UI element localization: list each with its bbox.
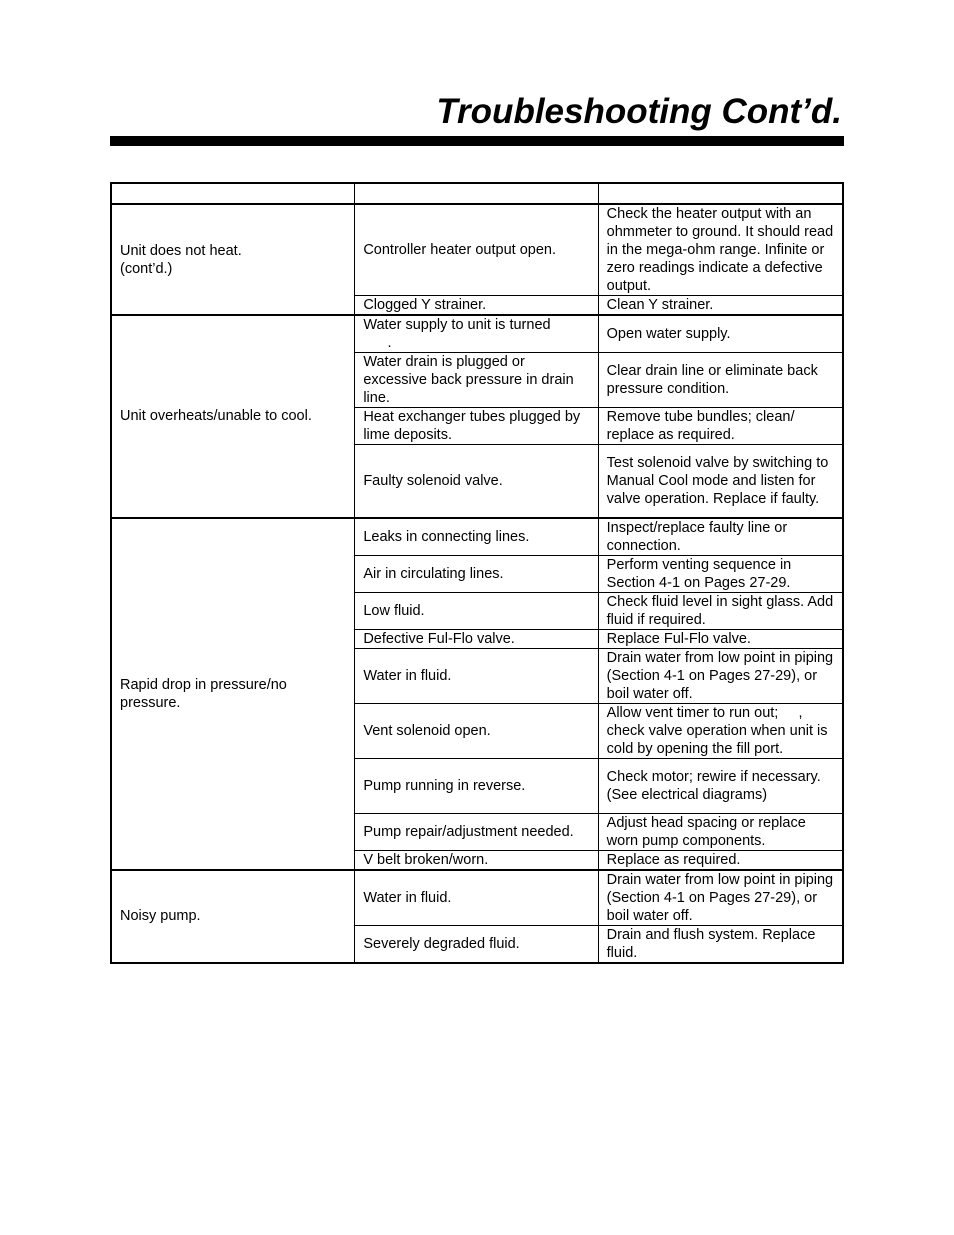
action-cell: Drain water from low point in piping (Section 4-1 on Pages 27-29), or boil water off.: [598, 870, 842, 926]
cause-cell: Low fluid.: [355, 592, 598, 629]
action-cell: Allow vent timer to run out; , check valve operation when unit is cold by opening the fill port.: [598, 703, 842, 758]
action-cell: Perform venting sequence in Section 4-1 on Pages 27-29.: [598, 555, 842, 592]
action-cell: Inspect/replace faulty line or connection.: [598, 518, 842, 556]
action-cell: Check motor; rewire if necessary. (See electrical diagrams): [598, 758, 842, 813]
action-cell: Test solenoid valve by switching to Manual Cool mode and listen for valve operation. Replace if faulty.: [598, 445, 842, 518]
cause-cell: Pump running in reverse.: [355, 758, 598, 813]
symptom-cell: Rapid drop in pressure/no pressure.: [112, 518, 355, 870]
cause-cell: Defective Ful-Flo valve.: [355, 629, 598, 648]
cause-cell: Vent solenoid open.: [355, 703, 598, 758]
troubleshooting-table: [111, 183, 843, 963]
action-cell: Clean Y strainer.: [598, 296, 842, 316]
symptom-cell: Noisy pump.: [112, 870, 355, 963]
cause-cell: Clogged Y strainer.: [355, 296, 598, 316]
action-cell: Drain and flush system. Replace fluid.: [598, 925, 842, 962]
action-cell: Remove tube bundles; clean/ replace as required.: [598, 408, 842, 445]
symptom-cell: Unit overheats/unable to cool.: [112, 315, 355, 518]
cause-cell: Water drain is plugged or excessive back pressure in drain line.: [355, 353, 598, 408]
cause-cell: Water in fluid.: [355, 870, 598, 926]
cause-cell: Heat exchanger tubes plugged by lime deposits.: [355, 408, 598, 445]
title-rule: [110, 136, 844, 146]
cause-cell: Severely degraded fluid.: [355, 925, 598, 962]
table-header-row: [112, 184, 843, 205]
action-cell: Adjust head spacing or replace worn pump components.: [598, 813, 842, 850]
table-row: [112, 518, 843, 556]
table-row: [112, 204, 843, 296]
page-title: Troubleshooting Cont’d.: [436, 92, 842, 131]
header-cell-cause: [355, 184, 598, 205]
header-cell-symptom: [112, 184, 355, 205]
action-cell: Check fluid level in sight glass. Add fluid if required.: [598, 592, 842, 629]
header-cell-action: [598, 184, 842, 205]
table-row: [112, 315, 843, 353]
cause-cell: Water supply to unit is turned .: [355, 315, 598, 353]
cause-cell: Leaks in connecting lines.: [355, 518, 598, 556]
action-cell: Drain water from low point in piping (Section 4-1 on Pages 27-29), or boil water off.: [598, 648, 842, 703]
cause-cell: Pump repair/adjustment needed.: [355, 813, 598, 850]
cause-cell: Air in circulating lines.: [355, 555, 598, 592]
action-cell: Open water supply.: [598, 315, 842, 353]
action-cell: Check the heater output with an ohmmeter to ground. It should read in the mega-ohm range. Infinite or zero readings indicate a defective output.: [598, 204, 842, 296]
table-row: [112, 870, 843, 926]
cause-cell: Controller heater output open.: [355, 204, 598, 296]
action-cell: Replace Ful-Flo valve.: [598, 629, 842, 648]
troubleshooting-table-body: [112, 184, 843, 963]
cause-cell: Faulty solenoid valve.: [355, 445, 598, 518]
symptom-cell: Unit does not heat. (cont’d.): [112, 204, 355, 315]
cause-cell: V belt broken/worn.: [355, 850, 598, 870]
cause-cell: Water in fluid.: [355, 648, 598, 703]
action-cell: Clear drain line or eliminate back pressure condition.: [598, 353, 842, 408]
action-cell: Replace as required.: [598, 850, 842, 870]
